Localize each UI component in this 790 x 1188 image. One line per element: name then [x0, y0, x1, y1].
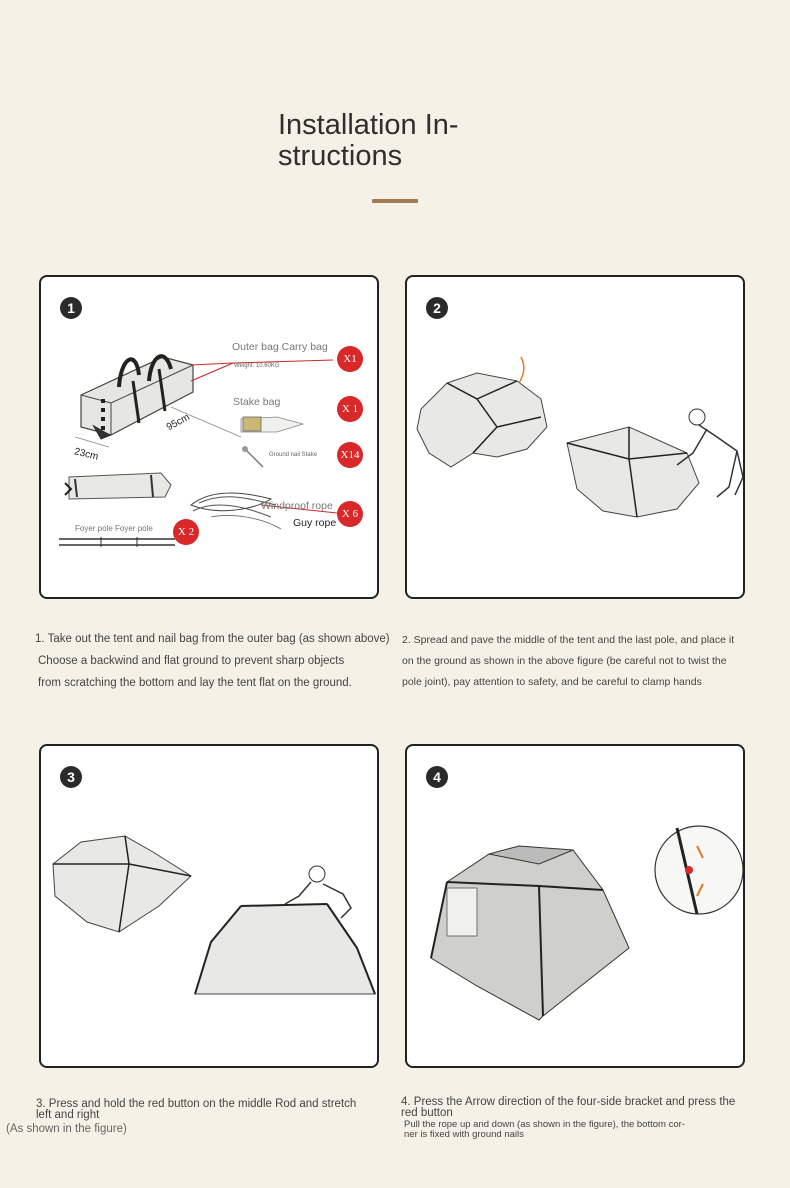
step-4-panel	[405, 744, 745, 1068]
step-1-badge: 1	[60, 297, 82, 319]
step-1-panel	[39, 275, 379, 599]
qty-outer-bag-tag: X1	[337, 346, 363, 372]
step-4-caption-line2: Pull the rope up and down (as shown in the figure), the bottom cor-	[404, 1119, 685, 1130]
step-1-illustration	[41, 277, 379, 599]
page-title	[278, 110, 538, 172]
step-3-badge: 3	[60, 766, 82, 788]
step-4-illustration	[407, 746, 745, 1068]
step-2-caption-line3: pole joint), pay attention to safety, and be careful to clamp hands	[402, 676, 702, 688]
crumpled-tent-icon	[417, 373, 547, 467]
title-line-1: Installation In-	[278, 109, 459, 141]
guy-rope-label: Guy rope	[293, 517, 337, 529]
foyer-pole-icon	[59, 537, 175, 547]
step-4-caption-line1: 4. Press the Arrow direction of the four-side bracket and press the red button	[401, 1096, 736, 1119]
title-accent-bar	[372, 199, 418, 203]
step-2-caption-line2: on the ground as shown in the above figure (be careful not to twist the	[402, 655, 727, 667]
step-1-caption-main: 1. Take out the tent and nail bag from the outer bag (as shown above)	[35, 633, 390, 645]
foyer-pole-label: Foyer pole Foyer pole	[75, 524, 153, 533]
step-2-illustration	[407, 277, 745, 599]
orange-arrow-icon	[519, 357, 524, 383]
step-1-caption-line2: Choose a backwind and flat ground to prevent sharp objects	[38, 655, 345, 667]
step-1-caption-line3: from scratching the bottom and lay the tent flat on the ground.	[38, 677, 352, 689]
qty-pole-tag: X 2	[173, 519, 199, 545]
qty-rope-tag: X 6	[337, 501, 363, 527]
stake-bag-icon	[241, 417, 303, 432]
step-3-caption-line2: (As shown in the figure)	[6, 1123, 127, 1135]
windproof-rope-label: Windproof rope	[261, 500, 333, 512]
expanding-tent-icon	[195, 904, 375, 994]
step-3-caption-line1: 3. Press and hold the red button on the middle Rod and stretch left and right	[36, 1098, 357, 1121]
step-4-caption-line3: ner is fixed with ground nails	[404, 1129, 524, 1140]
stake-bag-label: Stake bag	[233, 396, 281, 408]
step-2-panel	[405, 275, 745, 599]
carry-bag-icon	[75, 356, 333, 447]
title-line-2: structions	[278, 140, 403, 172]
outer-bag-label: Outer bag Carry bag	[232, 341, 328, 353]
step-4-badge: 4	[426, 766, 448, 788]
step-3-panel	[39, 744, 379, 1068]
detail-zoom-icon	[655, 826, 743, 914]
folded-tent-frame-icon	[53, 836, 191, 932]
step-2-caption-line1: 2. Spread and pave the middle of the tent and the last pole, and place it	[402, 634, 735, 646]
bag-length-label: 95cm	[164, 411, 192, 434]
step-3-illustration	[41, 746, 379, 1068]
ground-nail-label: Ground nail Stake	[269, 452, 318, 458]
qty-nails-tag: X14	[337, 442, 363, 468]
spread-tent-icon	[567, 427, 699, 517]
bag-width-label: 23cm	[73, 446, 100, 463]
step-2-badge: 2	[426, 297, 448, 319]
assembled-tent-icon	[431, 846, 629, 1020]
folded-tent-icon	[65, 473, 171, 499]
qty-stake-bag-tag: X 1	[337, 396, 363, 422]
ground-nail-icon	[242, 446, 263, 467]
weight-label: Weight: 10.60KG	[234, 363, 280, 369]
